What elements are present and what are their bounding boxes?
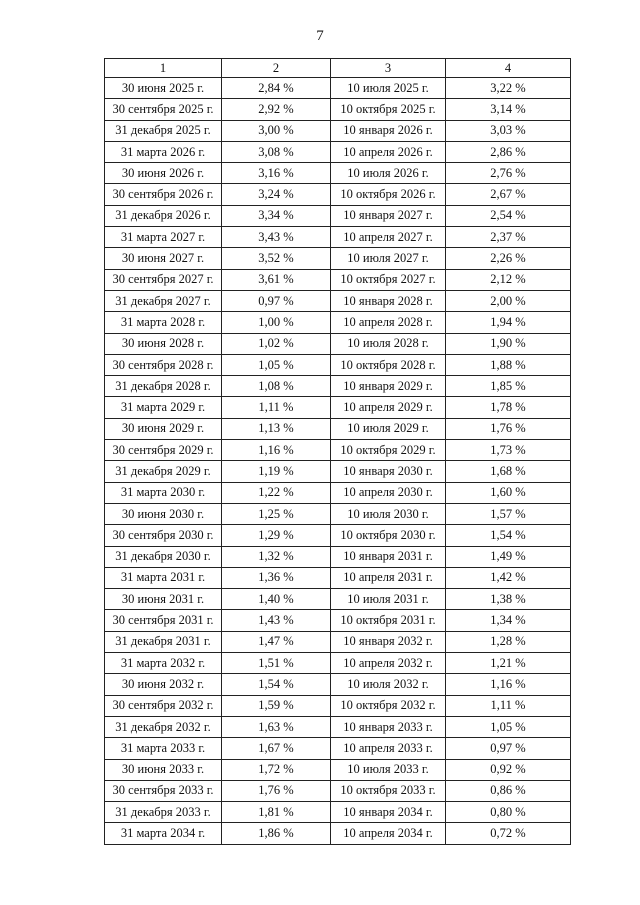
payment-date-cell: 10 июля 2029 г.: [331, 418, 446, 439]
payment-date-cell: 10 января 2028 г.: [331, 290, 446, 311]
table-row: [105, 802, 571, 823]
payment-date-cell: 10 апреля 2033 г.: [331, 738, 446, 759]
table-row: [105, 674, 571, 695]
rate-cell: 1,32 %: [222, 546, 331, 567]
payment-date-cell: 10 июля 2031 г.: [331, 589, 446, 610]
table-row: [105, 546, 571, 567]
rate-cell: 1,59 %: [222, 695, 331, 716]
table-row: [105, 333, 571, 354]
period-end-date-cell: 30 сентября 2031 г.: [105, 610, 222, 631]
period-end-date-cell: 30 сентября 2032 г.: [105, 695, 222, 716]
percent-cell: 2,37 %: [446, 227, 571, 248]
payment-date-cell: 10 января 2031 г.: [331, 546, 446, 567]
rate-cell: 3,43 %: [222, 227, 331, 248]
rate-cell: 1,16 %: [222, 440, 331, 461]
percent-cell: 0,97 %: [446, 738, 571, 759]
payment-date-cell: 10 июля 2032 г.: [331, 674, 446, 695]
payment-date-cell: 10 июля 2030 г.: [331, 503, 446, 524]
period-end-date-cell: 30 июня 2028 г.: [105, 333, 222, 354]
period-end-date-cell: 30 сентября 2025 г.: [105, 99, 222, 120]
percent-cell: 1,94 %: [446, 312, 571, 333]
percent-cell: 2,67 %: [446, 184, 571, 205]
payment-date-cell: 10 октября 2025 г.: [331, 99, 446, 120]
payment-date-cell: 10 июля 2026 г.: [331, 163, 446, 184]
table-row: [105, 290, 571, 311]
rate-cell: 1,25 %: [222, 503, 331, 524]
column-header-3: 3: [331, 59, 446, 78]
rate-cell: 3,24 %: [222, 184, 331, 205]
rate-cell: 1,72 %: [222, 759, 331, 780]
payment-date-cell: 10 октября 2033 г.: [331, 780, 446, 801]
payment-date-cell: 10 октября 2027 г.: [331, 269, 446, 290]
period-end-date-cell: 31 декабря 2029 г.: [105, 461, 222, 482]
percent-cell: 0,92 %: [446, 759, 571, 780]
payment-date-cell: 10 апреля 2032 г.: [331, 653, 446, 674]
table-row: [105, 248, 571, 269]
payment-date-cell: 10 января 2034 г.: [331, 802, 446, 823]
rate-cell: 1,29 %: [222, 525, 331, 546]
percent-cell: 1,42 %: [446, 567, 571, 588]
percent-cell: 0,80 %: [446, 802, 571, 823]
payment-date-cell: 10 января 2033 г.: [331, 716, 446, 737]
column-header-4: 4: [446, 59, 571, 78]
period-end-date-cell: 30 сентября 2028 г.: [105, 354, 222, 375]
rate-cell: 1,05 %: [222, 354, 331, 375]
table-row: [105, 631, 571, 652]
table-row: [105, 567, 571, 588]
table-row: [105, 653, 571, 674]
table-row: [105, 163, 571, 184]
percent-cell: 1,90 %: [446, 333, 571, 354]
percent-cell: 2,76 %: [446, 163, 571, 184]
period-end-date-cell: 31 марта 2032 г.: [105, 653, 222, 674]
payment-date-cell: 10 июля 2027 г.: [331, 248, 446, 269]
period-end-date-cell: 30 июня 2025 г.: [105, 78, 222, 99]
percent-cell: 1,85 %: [446, 376, 571, 397]
percent-cell: 2,26 %: [446, 248, 571, 269]
rate-cell: 1,86 %: [222, 823, 331, 844]
payment-date-cell: 10 апреля 2026 г.: [331, 141, 446, 162]
period-end-date-cell: 31 марта 2033 г.: [105, 738, 222, 759]
period-end-date-cell: 30 сентября 2026 г.: [105, 184, 222, 205]
rate-cell: 0,97 %: [222, 290, 331, 311]
payment-date-cell: 10 января 2027 г.: [331, 205, 446, 226]
period-end-date-cell: 31 декабря 2031 г.: [105, 631, 222, 652]
table-row: [105, 78, 571, 99]
percent-cell: 1,21 %: [446, 653, 571, 674]
table-row: [105, 440, 571, 461]
table-row: [105, 525, 571, 546]
rate-cell: 3,16 %: [222, 163, 331, 184]
rate-cell: 1,19 %: [222, 461, 331, 482]
period-end-date-cell: 31 марта 2028 г.: [105, 312, 222, 333]
percent-cell: 1,88 %: [446, 354, 571, 375]
table-row: [105, 354, 571, 375]
payment-date-cell: 10 июля 2028 г.: [331, 333, 446, 354]
percent-cell: 0,72 %: [446, 823, 571, 844]
payment-date-cell: 10 октября 2028 г.: [331, 354, 446, 375]
period-end-date-cell: 31 декабря 2025 г.: [105, 120, 222, 141]
period-end-date-cell: 30 июня 2027 г.: [105, 248, 222, 269]
rate-cell: 1,00 %: [222, 312, 331, 333]
period-end-date-cell: 31 марта 2030 г.: [105, 482, 222, 503]
payment-date-cell: 10 июля 2025 г.: [331, 78, 446, 99]
percent-cell: 3,14 %: [446, 99, 571, 120]
period-end-date-cell: 30 июня 2029 г.: [105, 418, 222, 439]
table-row: [105, 99, 571, 120]
rate-cell: 1,76 %: [222, 780, 331, 801]
period-end-date-cell: 30 сентября 2033 г.: [105, 780, 222, 801]
percent-cell: 1,60 %: [446, 482, 571, 503]
period-end-date-cell: 31 марта 2026 г.: [105, 141, 222, 162]
table-row: [105, 482, 571, 503]
payment-date-cell: 10 июля 2033 г.: [331, 759, 446, 780]
table-header-row: [105, 59, 571, 78]
period-end-date-cell: 31 марта 2031 г.: [105, 567, 222, 588]
table-row: [105, 823, 571, 844]
percent-cell: 1,49 %: [446, 546, 571, 567]
period-end-date-cell: 31 марта 2029 г.: [105, 397, 222, 418]
payment-date-cell: 10 января 2030 г.: [331, 461, 446, 482]
payment-date-cell: 10 апреля 2027 г.: [331, 227, 446, 248]
percent-cell: 3,22 %: [446, 78, 571, 99]
table-row: [105, 738, 571, 759]
percent-cell: 3,03 %: [446, 120, 571, 141]
rate-cell: 1,51 %: [222, 653, 331, 674]
percent-cell: 1,28 %: [446, 631, 571, 652]
table-row: [105, 141, 571, 162]
table-row: [105, 461, 571, 482]
payment-date-cell: 10 января 2029 г.: [331, 376, 446, 397]
period-end-date-cell: 30 июня 2032 г.: [105, 674, 222, 695]
table-row: [105, 503, 571, 524]
period-end-date-cell: 30 июня 2033 г.: [105, 759, 222, 780]
table-row: [105, 759, 571, 780]
period-end-date-cell: 31 декабря 2030 г.: [105, 546, 222, 567]
table-row: [105, 269, 571, 290]
payment-date-cell: 10 октября 2032 г.: [331, 695, 446, 716]
percent-cell: 1,73 %: [446, 440, 571, 461]
column-header-1: 1: [105, 59, 222, 78]
table-row: [105, 312, 571, 333]
table-row: [105, 227, 571, 248]
rate-cell: 2,84 %: [222, 78, 331, 99]
column-header-2: 2: [222, 59, 331, 78]
period-end-date-cell: 31 марта 2027 г.: [105, 227, 222, 248]
table-row: [105, 716, 571, 737]
table-row: [105, 589, 571, 610]
rate-cell: 1,81 %: [222, 802, 331, 823]
period-end-date-cell: 30 июня 2030 г.: [105, 503, 222, 524]
table-row: [105, 120, 571, 141]
rate-cell: 3,52 %: [222, 248, 331, 269]
table-row: [105, 184, 571, 205]
percent-cell: 1,68 %: [446, 461, 571, 482]
rate-cell: 3,34 %: [222, 205, 331, 226]
rate-cell: 1,13 %: [222, 418, 331, 439]
period-end-date-cell: 30 сентября 2029 г.: [105, 440, 222, 461]
percent-cell: 0,86 %: [446, 780, 571, 801]
percent-cell: 2,54 %: [446, 205, 571, 226]
table-row: [105, 376, 571, 397]
rate-cell: 1,40 %: [222, 589, 331, 610]
rate-cell: 1,47 %: [222, 631, 331, 652]
page-number: 7: [316, 28, 324, 44]
period-end-date-cell: 31 декабря 2033 г.: [105, 802, 222, 823]
percent-cell: 1,05 %: [446, 716, 571, 737]
period-end-date-cell: 30 июня 2026 г.: [105, 163, 222, 184]
payment-date-cell: 10 января 2026 г.: [331, 120, 446, 141]
payment-date-cell: 10 октября 2031 г.: [331, 610, 446, 631]
rate-cell: 1,22 %: [222, 482, 331, 503]
table-row: [105, 205, 571, 226]
period-end-date-cell: 31 декабря 2026 г.: [105, 205, 222, 226]
payment-date-cell: 10 октября 2026 г.: [331, 184, 446, 205]
rate-cell: 3,00 %: [222, 120, 331, 141]
rate-cell: 1,54 %: [222, 674, 331, 695]
rate-cell: 1,36 %: [222, 567, 331, 588]
table-row: [105, 418, 571, 439]
period-end-date-cell: 31 декабря 2032 г.: [105, 716, 222, 737]
percent-cell: 2,86 %: [446, 141, 571, 162]
rate-cell: 1,43 %: [222, 610, 331, 631]
table-row: [105, 610, 571, 631]
payment-date-cell: 10 октября 2030 г.: [331, 525, 446, 546]
table-row: [105, 780, 571, 801]
percent-cell: 1,76 %: [446, 418, 571, 439]
percent-cell: 1,16 %: [446, 674, 571, 695]
rate-cell: 1,67 %: [222, 738, 331, 759]
payment-date-cell: 10 октября 2029 г.: [331, 440, 446, 461]
table-body: [105, 78, 571, 845]
percent-cell: 2,12 %: [446, 269, 571, 290]
payment-date-cell: 10 апреля 2029 г.: [331, 397, 446, 418]
payment-date-cell: 10 января 2032 г.: [331, 631, 446, 652]
rate-cell: 1,08 %: [222, 376, 331, 397]
period-end-date-cell: 31 декабря 2027 г.: [105, 290, 222, 311]
percent-cell: 1,78 %: [446, 397, 571, 418]
rate-cell: 1,02 %: [222, 333, 331, 354]
percent-cell: 1,38 %: [446, 589, 571, 610]
period-end-date-cell: 31 марта 2034 г.: [105, 823, 222, 844]
payment-date-cell: 10 апреля 2031 г.: [331, 567, 446, 588]
rate-cell: 2,92 %: [222, 99, 331, 120]
percent-cell: 1,54 %: [446, 525, 571, 546]
period-end-date-cell: 31 декабря 2028 г.: [105, 376, 222, 397]
table-row: [105, 397, 571, 418]
payment-date-cell: 10 апреля 2028 г.: [331, 312, 446, 333]
percent-cell: 2,00 %: [446, 290, 571, 311]
rate-cell: 1,63 %: [222, 716, 331, 737]
payment-date-cell: 10 апреля 2034 г.: [331, 823, 446, 844]
table-row: [105, 695, 571, 716]
rate-cell: 3,08 %: [222, 141, 331, 162]
percent-cell: 1,11 %: [446, 695, 571, 716]
period-end-date-cell: 30 июня 2031 г.: [105, 589, 222, 610]
percent-cell: 1,57 %: [446, 503, 571, 524]
rate-schedule-table: [104, 58, 571, 845]
rate-cell: 3,61 %: [222, 269, 331, 290]
rate-cell: 1,11 %: [222, 397, 331, 418]
payment-date-cell: 10 апреля 2030 г.: [331, 482, 446, 503]
period-end-date-cell: 30 сентября 2027 г.: [105, 269, 222, 290]
percent-cell: 1,34 %: [446, 610, 571, 631]
period-end-date-cell: 30 сентября 2030 г.: [105, 525, 222, 546]
